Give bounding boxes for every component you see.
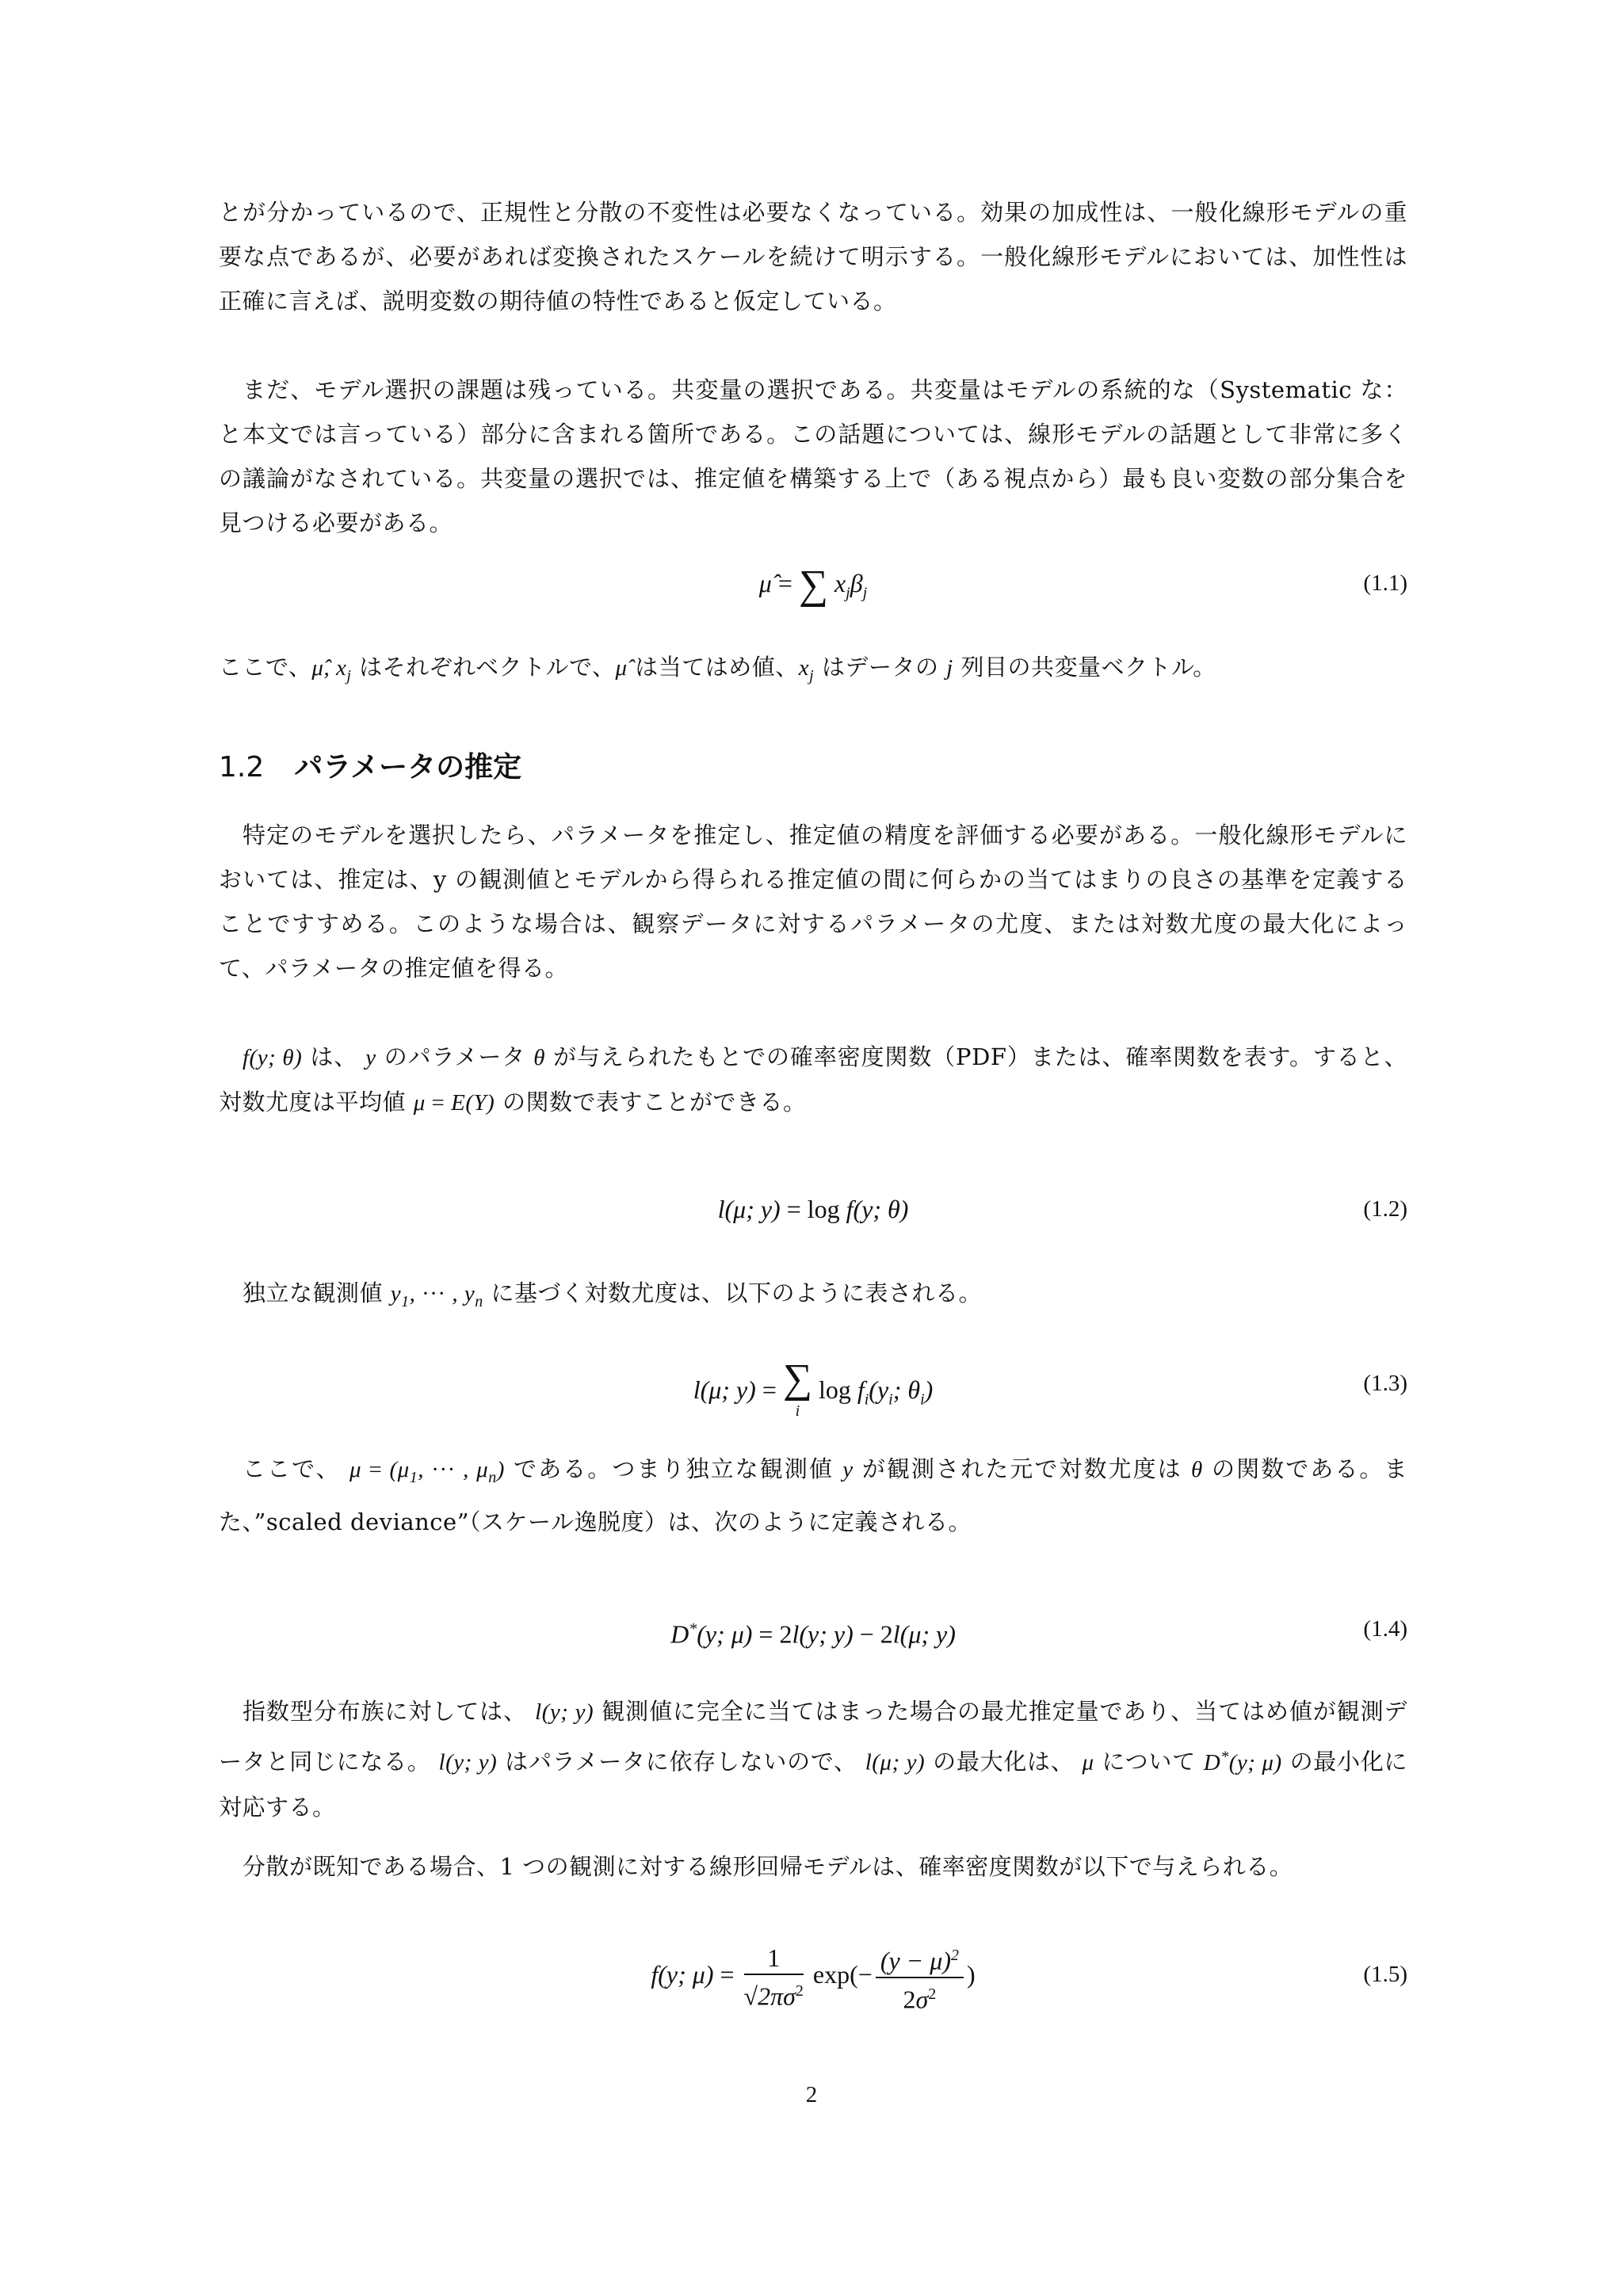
p8-text-a: 指数型分布族に対しては、 bbox=[242, 1698, 528, 1725]
equation-1-1-body: μ̂ = ∑ $x_j\beta_j$ bbox=[758, 563, 868, 608]
p8-text-b: 観測値に完全に当てはまった場合の最尤推定量であり、当てはめ値が観測データと同じになる。 bbox=[219, 1698, 1408, 1775]
p6-math-a: $y_1$, ··· , $y_n$ bbox=[390, 1281, 483, 1310]
p8-text-c: はパラメータに依存しないので、 bbox=[505, 1748, 857, 1775]
equation-1-4-body: D*(y; μ) = 2l(y; y) − 2l(μ; y) bbox=[670, 1619, 956, 1649]
p5-math-b: y bbox=[365, 1045, 376, 1070]
p7-text-c: が観測された元で対数尤度は bbox=[861, 1455, 1182, 1482]
equation-1-2-number: (1.2) bbox=[1363, 1196, 1407, 1222]
p7-math-b: y bbox=[842, 1457, 854, 1482]
p8-math-d: μ bbox=[1082, 1749, 1094, 1775]
p5-text-b: のパラメータ bbox=[384, 1043, 526, 1070]
p8-math-c: l(μ; y) bbox=[865, 1749, 926, 1775]
equation-1-2 bbox=[219, 1185, 1407, 1249]
section-title: パラメータの推定 bbox=[294, 751, 522, 784]
page-number: 2 bbox=[805, 2082, 818, 2107]
p8-math-b: l(y; y) bbox=[438, 1749, 498, 1775]
p3-text-a: ここで、 bbox=[219, 654, 312, 681]
p5-math-d: μ = E(Y) bbox=[413, 1090, 495, 1116]
p7-text-b: である。つまり独立な観測値 bbox=[514, 1455, 834, 1482]
p8-math-e: D*(y; μ) bbox=[1203, 1748, 1282, 1775]
p7-math-a: $\mu = (\mu_1$, ··· , $\mu_n$) bbox=[349, 1457, 505, 1486]
p3-text-b: はそれぞれベクトルで、 bbox=[359, 654, 616, 681]
paragraph-6 bbox=[219, 1271, 1407, 1324]
equation-1-3-number: (1.3) bbox=[1363, 1371, 1407, 1396]
p8-math-a: l(y; y) bbox=[535, 1699, 594, 1725]
equation-1-1 bbox=[219, 559, 1407, 623]
p5-math-c: θ bbox=[533, 1045, 546, 1070]
p5-math-a: f(y; θ) bbox=[242, 1045, 303, 1070]
equation-1-5 bbox=[219, 1935, 1407, 2022]
p3-text-d: はデータの bbox=[821, 654, 939, 681]
paragraph-3 bbox=[219, 645, 1407, 698]
p5-text-a: は、 bbox=[310, 1043, 358, 1070]
p6-text-b: に基づく対数尤度は、以下のように表される。 bbox=[491, 1280, 982, 1306]
equation-1-5-body: f(y; μ) = $\frac{1}{√2\pi\sigma^2}$ exp(− $\frac{(y - \mu)^2}{2\sigma^2}$ ) bbox=[219, 1935, 1407, 2015]
paragraph-5 bbox=[219, 1035, 1407, 1125]
equation-1-3-body: l(μ; y) = ∑ i $\log f_i(y_i$; $\theta_i$) bbox=[693, 1356, 934, 1420]
p3-math-c: $x_j$ bbox=[798, 655, 815, 685]
paragraph-2: まだ、モデル選択の課題は残っている。共変量の選択である。共変量はモデルの系統的な（Systematic な：と本文では言っている）部分に含まれる箇所である。この話題については、線形モデルの話題として非常に多くの議論がなされている。共変量の選択では、推定値を構築する上で（ある視点から）最も良い変数の部分集合を見つける必要がある。 bbox=[219, 376, 1407, 536]
p3-math-b: μ̂ bbox=[615, 655, 628, 681]
paragraph-7 bbox=[219, 1447, 1407, 1544]
equation-1-1-number: (1.1) bbox=[1363, 570, 1407, 596]
section-number: 1.2 bbox=[219, 751, 265, 784]
p8-text-e: について bbox=[1102, 1748, 1196, 1775]
paragraph-8 bbox=[219, 1689, 1407, 1829]
paragraph-9: 分散が既知である場合、1 つの観測に対する線形回帰モデルは、確率密度関数が以下で与えられる。 bbox=[242, 1853, 1293, 1880]
p6-text-a: 独立な観測値 bbox=[242, 1280, 384, 1306]
p7-text-d: の関数である。また、”scaled deviance”（スケール逸脱度）は、次のように定義される。 bbox=[219, 1455, 1407, 1535]
p7-text-a: ここで、 bbox=[242, 1455, 341, 1482]
p8-text-f: の最小化に対応する。 bbox=[219, 1748, 1408, 1821]
equation-1-2-body: l(μ; y) = log f(y; θ) bbox=[717, 1195, 909, 1223]
equation-1-5-number: (1.5) bbox=[1363, 1962, 1407, 1987]
p5-text-d: の関数で表すことができる。 bbox=[502, 1089, 807, 1116]
equation-1-4 bbox=[219, 1605, 1407, 1669]
p8-text-d: の最大化は、 bbox=[933, 1748, 1075, 1775]
section-heading bbox=[219, 745, 521, 785]
p3-math-a: μ̂, $x_j$ bbox=[311, 655, 352, 685]
paragraph-4: 特定のモデルを選択したら、パラメータを推定し、推定値の精度を評価する必要がある。一般化線形モデルにおいては、推定は、y の観測値とモデルから得られる推定値の間に何らかの当てはまりの良さの基準を定義することですすめる。このような場合は、観察データに対するパラメータの尤度、または対数尤度の最大化によって、パラメータの推定値を得る。 bbox=[219, 822, 1407, 982]
paragraph-1: とが分かっているので、正規性と分散の不変性は必要なくなっている。効果の加成性は、一般化線形モデルの重要な点であるが、必要があれば変換されたスケールを続けて明示する。一般化線形モデルにおいては、加性性は正確に言えば、説明変数の期待値の特性であると仮定している。 bbox=[219, 199, 1407, 315]
p5-text-c: が与えられたもとでの確率密度関数（PDF）または、確率関数を表す。すると、対数尤度は平均値 bbox=[219, 1043, 1408, 1116]
p3-math-d: j bbox=[946, 655, 953, 681]
p3-text-c: は当てはめ値、 bbox=[635, 654, 799, 681]
equation-1-3 bbox=[219, 1356, 1407, 1439]
equation-1-4-number: (1.4) bbox=[1363, 1616, 1407, 1642]
p7-math-c: θ bbox=[1191, 1457, 1203, 1482]
p3-text-e: 列目の共変量ベクトル。 bbox=[960, 654, 1216, 681]
